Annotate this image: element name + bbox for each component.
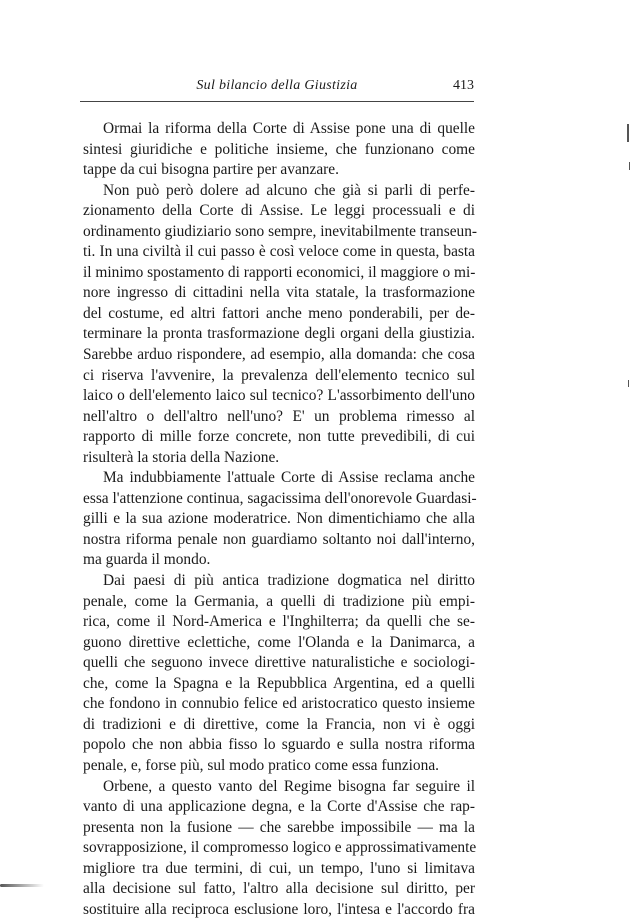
running-header xyxy=(80,78,474,100)
text-line: ti. In una civiltà il cui passo è così veloce come in questa, basta xyxy=(83,243,475,261)
text-line: quelli che seguono invece direttive naturalistiche e sociologi- xyxy=(83,654,475,672)
text-line: nostra riforma penale non guardiamo soltanto noi dall'interno, xyxy=(83,530,475,548)
text-line: sintesi giuridiche e politiche insieme, che funzionano come xyxy=(83,140,475,158)
text-line: sostituire alla reciproca esclusione loro, l'intesa e l'accordo fra xyxy=(83,900,475,918)
text-line: penale, e, forse più, sul modo pratico come essa funziona. xyxy=(83,756,440,774)
text-line: rica, come il Nord-America e l'Inghilterra; da quelli che se- xyxy=(83,613,475,631)
text-line: che fondono in connubio felice ed aristocratico questo insieme xyxy=(83,695,475,713)
text-line: risulterà la storia della Nazione. xyxy=(83,448,280,466)
text-line: vanto di una applicazione degna, e la Corte d'Assise che rap- xyxy=(83,798,475,816)
text-line: Dai paesi di più antica tradizione dogmatica nel diritto xyxy=(103,572,475,590)
scan-edge-mark xyxy=(629,162,630,170)
text-line: zionamento della Corte di Assise. Le leggi processuali e di xyxy=(83,202,475,220)
header-rule xyxy=(80,101,474,102)
scan-edge-mark xyxy=(628,380,629,387)
text-line: migliore tra due termini, di cui, un tempo, l'uno si limitava xyxy=(83,859,475,877)
running-title: Sul bilancio della Giustizia xyxy=(196,78,358,93)
text-line: essa l'attenzione continua, sagacissima dell'onorevole Guardasi- xyxy=(83,489,477,507)
text-line: il minimo spostamento di rapporti economici, il maggiore o mi- xyxy=(83,263,476,281)
text-line: Ormai la riforma della Corte di Assise pone una di quelle xyxy=(103,120,475,137)
text-line: penale, come la Germania, a quelli di tradizione più empi- xyxy=(83,592,475,610)
text-line: laico o dell'elemento laico sul tecnico? L'assorbimento dell'uno xyxy=(83,387,475,405)
text-line: popolo che non abbia fisso lo sguardo e sulla nostra riforma xyxy=(83,736,475,754)
scan-smudge xyxy=(0,884,44,887)
text-line: del costume, ed altri fattori anche meno ponderabili, per de- xyxy=(83,304,475,322)
page-number: 413 xyxy=(453,78,474,93)
text-line: ma guarda il mondo. xyxy=(83,551,211,569)
text-line: Sarebbe arduo rispondere, ad esempio, alla domanda: che cosa xyxy=(83,346,475,364)
text-line: rapporto di mille forze concrete, non tutte prevedibili, di cui xyxy=(83,428,475,446)
text-line: ci riserva l'avvenire, la prevalenza dell'elemento tecnico sul xyxy=(83,366,475,384)
text-line: alla decisione sul fatto, l'altro alla decisione sul diritto, per xyxy=(83,880,475,898)
text-line: Non può però dolere ad alcuno che già si parli di perfe- xyxy=(103,181,475,199)
text-line: Ma indubbiamente l'attuale Corte di Assise reclama anche xyxy=(103,469,475,487)
text-line: ordinamento giudiziario sono sempre, inevitabilmente transeun- xyxy=(83,222,478,240)
text-line: nell'altro o dell'altro nell'uno? E' un problema rimesso al xyxy=(83,407,475,425)
text-line: tappe da cui bisogna partire per avanzare. xyxy=(83,161,339,179)
body-text xyxy=(83,119,478,920)
text-line: che, come la Spagna e la Repubblica Argentina, ed a quelli xyxy=(83,674,475,692)
text-line: di tradizioni e di direttive, come la Francia, non vi è oggi xyxy=(83,715,475,733)
scan-edge-mark xyxy=(627,124,629,142)
text-line: terminare la pronta trasformazione degli organi della giustizia. xyxy=(83,325,475,343)
text-line: Orbene, a questo vanto del Regime bisogna far seguire il xyxy=(103,777,475,795)
text-line: nore ingresso di cittadini nella vita statale, la trasformazione xyxy=(83,284,475,302)
text-line: presenta non la fusione — che sarebbe impossibile — ma la xyxy=(83,818,475,836)
text-line: sovrapposizione, il compromesso logico e approssimativamente xyxy=(83,839,477,857)
text-line: guono direttive eclettiche, come l'Olanda e la Danimarca, a xyxy=(83,633,475,651)
text-line: gilli e la sua azione moderatrice. Non dimentichiamo che alla xyxy=(83,510,475,528)
